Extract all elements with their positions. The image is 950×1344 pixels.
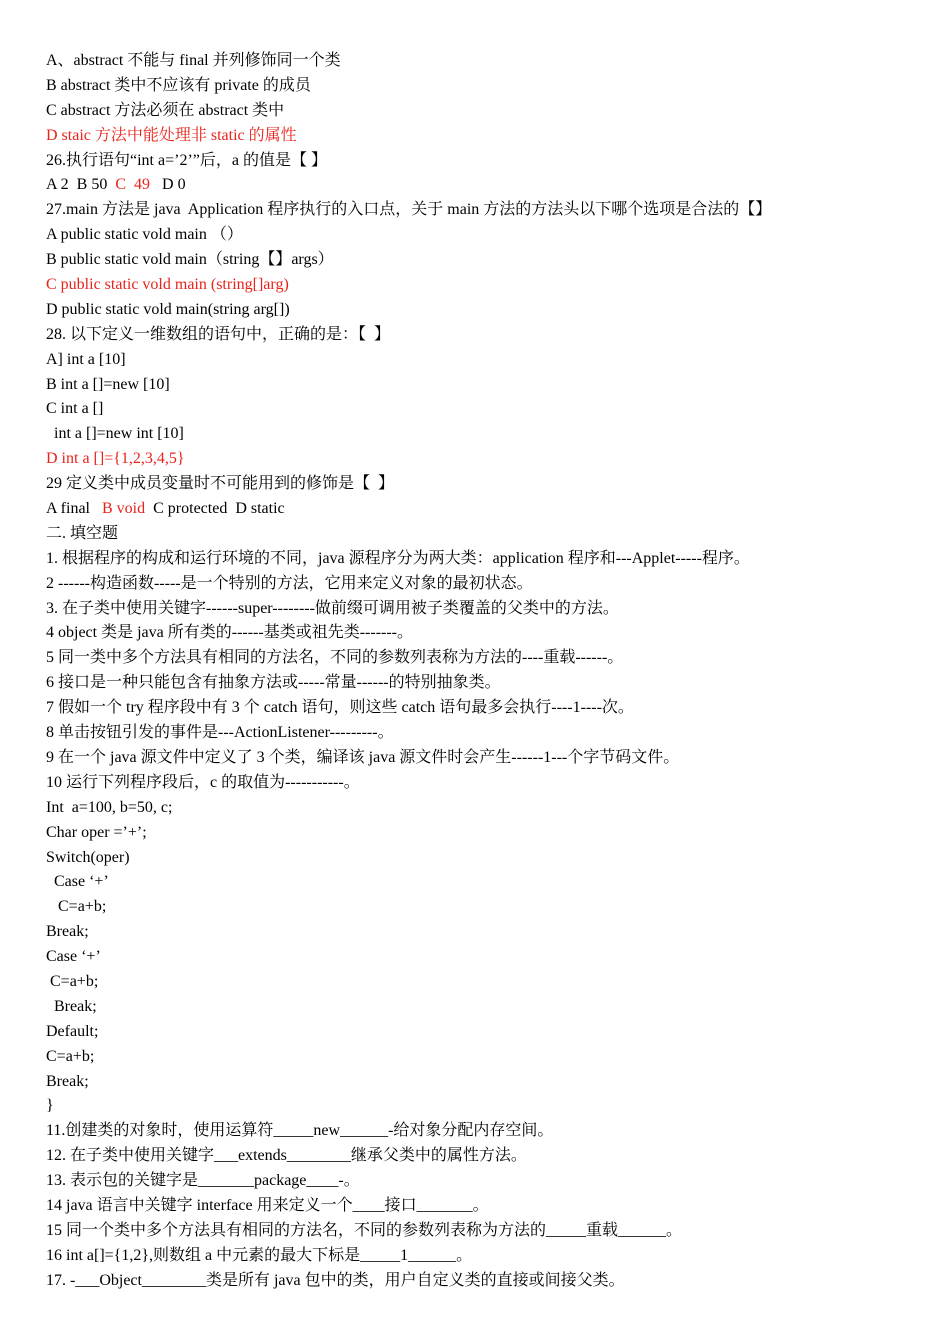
document-page (46, 49, 926, 1294)
text-segment: Break; (46, 923, 89, 941)
text-line (46, 796, 926, 821)
text-line (46, 49, 926, 74)
text-segment: D public static vold main(string arg[]) (46, 300, 290, 318)
text-segment: 14 java 语言中关键字 interface 用来定义一个____接口_______。 (46, 1196, 489, 1214)
text-segment: 1. 根据程序的构成和运行环境的不同，java 源程序分为两大类：application 程序和---Applet-----程序。 (46, 549, 750, 567)
text-line (46, 298, 926, 323)
text-line (46, 397, 926, 422)
text-line (46, 870, 926, 895)
text-segment: 10 运行下列程序段后，c 的取值为-----------。 (46, 773, 360, 791)
text-segment: A public static vold main （） (46, 226, 243, 244)
text-line (46, 472, 926, 497)
text-line (46, 970, 926, 995)
text-line (46, 273, 926, 298)
text-line (46, 198, 926, 223)
text-segment: C=a+b; (46, 1047, 95, 1065)
text-segment: B public static vold main（string【】args） (46, 251, 334, 269)
text-segment: C protected D static (145, 500, 285, 518)
text-segment: 29 定义类中成员变量时不可能用到的修饰是【 】 (46, 475, 395, 493)
text-line (46, 373, 926, 398)
text-segment: 26.执行语句“int a=’2’”后，a 的值是【 】 (46, 151, 327, 169)
text-line (46, 1219, 926, 1244)
text-line (46, 895, 926, 920)
text-line (46, 422, 926, 447)
text-segment: 3. 在子类中使用关键字------super--------做前缀可调用被子类覆盖的父类中的方法。 (46, 599, 619, 617)
text-segment: C int a [] (46, 400, 104, 418)
text-line (46, 646, 926, 671)
text-segment: A final (46, 500, 102, 518)
text-segment: Switch(oper) (46, 848, 130, 866)
text-line (46, 572, 926, 597)
text-segment: 9 在一个 java 源文件中定义了 3 个类，编译该 java 源文件时会产生------1---个字节码文件。 (46, 748, 680, 766)
text-line (46, 348, 926, 373)
text-segment: 17. -___Object________类是所有 java 包中的类，用户自定义类的直接或间接父类。 (46, 1271, 625, 1289)
text-line (46, 1194, 926, 1219)
text-segment: B int a []=new [10] (46, 375, 170, 393)
text-line (46, 1045, 926, 1070)
text-line (46, 99, 926, 124)
text-segment: A] int a [10] (46, 350, 126, 368)
text-line (46, 771, 926, 796)
text-segment: 15 同一个类中多个方法具有相同的方法名，不同的参数列表称为方法的_____重载______。 (46, 1221, 683, 1239)
text-line (46, 1269, 926, 1294)
text-segment: 13. 表示包的关键字是_______package____-。 (46, 1172, 360, 1190)
text-line (46, 746, 926, 771)
text-segment: Default; (46, 1022, 99, 1040)
text-line (46, 1244, 926, 1269)
answer-highlight: B void (102, 500, 146, 518)
text-segment: 8 单击按钮引发的事件是---ActionListener---------。 (46, 724, 394, 742)
answer-highlight: D staic 方法中能处理非 static 的属性 (46, 126, 297, 144)
text-segment: Char oper =’+’; (46, 823, 147, 841)
text-segment: Break; (46, 997, 97, 1015)
text-segment: 6 接口是一种只能包含有抽象方法或-----常量------的特别抽象类。 (46, 674, 501, 692)
text-line (46, 696, 926, 721)
text-segment: int a []=new int [10] (46, 425, 184, 443)
text-line (46, 497, 926, 522)
text-segment: 16 int a[]={1,2},则数组 a 中元素的最大下标是_____1______。 (46, 1246, 473, 1264)
text-line (46, 323, 926, 348)
text-segment: } (46, 1097, 54, 1115)
answer-highlight: D int a []={1,2,3,4,5} (46, 450, 185, 468)
text-line (46, 995, 926, 1020)
text-segment: C=a+b; (46, 898, 107, 916)
text-segment: 12. 在子类中使用关键字___extends________继承父类中的属性方法。 (46, 1147, 527, 1165)
text-segment: 5 同一类中多个方法具有相同的方法名，不同的参数列表称为方法的----重载------。 (46, 649, 624, 667)
text-line (46, 721, 926, 746)
text-line (46, 945, 926, 970)
text-line (46, 1169, 926, 1194)
text-line (46, 248, 926, 273)
text-segment: Break; (46, 1072, 89, 1090)
text-line (46, 223, 926, 248)
text-line (46, 920, 926, 945)
text-line (46, 1094, 926, 1119)
text-segment: A、abstract 不能与 final 并列修饰同一个类 (46, 52, 341, 69)
text-line (46, 447, 926, 472)
text-line (46, 149, 926, 174)
text-segment: A 2 B 50 (46, 176, 116, 194)
text-segment: 28. 以下定义一维数组的语句中，正确的是：【 】 (46, 325, 391, 343)
text-segment: Int a=100, b=50, c; (46, 798, 173, 816)
text-line (46, 1020, 926, 1045)
text-line (46, 124, 926, 149)
text-line (46, 621, 926, 646)
text-segment: C=a+b; (46, 972, 99, 990)
text-segment: 二. 填空题 (46, 524, 119, 542)
text-line (46, 671, 926, 696)
text-segment: 27.main 方法是 java Application 程序执行的入口点，关于 main 方法的方法头以下哪个选项是合法的【】 (46, 201, 772, 219)
text-segment: C abstract 方法必须在 abstract 类中 (46, 101, 285, 119)
text-segment: Case ‘+’ (46, 948, 101, 966)
text-line (46, 597, 926, 622)
text-segment: Case ‘+’ (46, 873, 109, 891)
text-line (46, 1070, 926, 1095)
text-line (46, 522, 926, 547)
answer-highlight: C public static vold main (string[]arg) (46, 276, 289, 294)
text-segment: 7 假如一个 try 程序段中有 3 个 catch 语句，则这些 catch 语句最多会执行----1----次。 (46, 699, 634, 717)
text-segment: 2 ------构造函数-----是一个特别的方法，它用来定义对象的最初状态。 (46, 574, 533, 592)
text-segment: D 0 (150, 176, 186, 194)
text-line (46, 1144, 926, 1169)
text-line (46, 1119, 926, 1144)
text-line (46, 173, 926, 198)
text-line (46, 846, 926, 871)
text-line (46, 821, 926, 846)
text-segment: B abstract 类中不应该有 private 的成员 (46, 76, 311, 94)
text-segment: 11.创建类的对象时，使用运算符_____new______-给对象分配内存空间。 (46, 1122, 554, 1140)
answer-highlight: C 49 (115, 176, 151, 194)
text-line (46, 74, 926, 99)
text-line (46, 547, 926, 572)
text-segment: 4 object 类是 java 所有类的------基类或祖先类-------。 (46, 624, 414, 642)
